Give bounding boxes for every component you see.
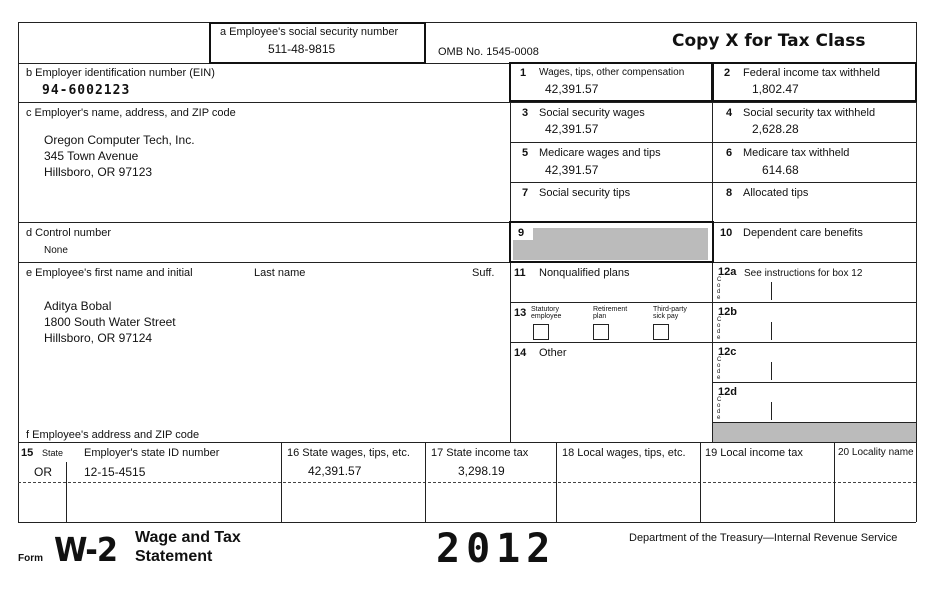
last-name-label: Last name (254, 267, 306, 279)
ssn-label: a Employee's social security number (220, 26, 399, 38)
box14-number: 14 (514, 347, 527, 359)
box5-number: 5 (522, 147, 529, 159)
employee-name-label: e Employee's first name and initial (26, 267, 193, 279)
box12a-label: See instructions for box 12 (744, 268, 863, 279)
employer-address1: 345 Town Avenue (44, 149, 139, 163)
box11-label: Nonqualified plans (539, 267, 630, 279)
statutory-employee-checkbox[interactable] (533, 324, 549, 340)
box2-label: Federal income tax withheld (743, 67, 880, 79)
box12a-code-label: Code (717, 277, 722, 301)
box12b-number: 12b (718, 306, 737, 318)
third-party-sick-pay-label: Third-party sick pay (653, 306, 687, 320)
ein-value: 94-6002123 (42, 83, 131, 98)
box4-label: Social security tax withheld (743, 107, 876, 119)
retirement-plan-checkbox[interactable] (593, 324, 609, 340)
box3-value: 42,391.57 (545, 122, 599, 136)
box13-number: 13 (514, 307, 527, 319)
employer-label: c Employer's name, address, and ZIP code (26, 107, 236, 119)
box12d-code-label: Code (717, 397, 722, 421)
employee-address2: Hillsboro, OR 97124 (44, 331, 153, 345)
omb-number: OMB No. 1545-0008 (438, 46, 539, 58)
box8-label: Allocated tips (743, 187, 809, 199)
box16-value: 42,391.57 (308, 464, 362, 478)
employer-address2: Hillsboro, OR 97123 (44, 165, 153, 179)
box3-label: Social security wages (539, 107, 645, 119)
copy-title: Copy X for Tax Class (672, 31, 866, 51)
employee-address1: 1800 South Water Street (44, 315, 176, 329)
box10-number: 10 (720, 227, 733, 239)
box10-label: Dependent care benefits (743, 227, 863, 239)
box4-value: 2,628.28 (752, 122, 799, 136)
form-year: 2012 (436, 526, 557, 572)
employer-name: Oregon Computer Tech, Inc. (44, 133, 195, 147)
box7-number: 7 (522, 187, 529, 199)
box16-label: 16 State wages, tips, etc. (287, 447, 410, 459)
box12c-number: 12c (718, 346, 737, 358)
employee-address-label: f Employee's address and ZIP code (26, 429, 200, 441)
box2-value: 1,802.47 (752, 82, 799, 96)
box9-shade-top (513, 240, 535, 260)
box18-label: 18 Local wages, tips, etc. (562, 447, 686, 459)
box4-number: 4 (726, 107, 733, 119)
box15-number: 15 (21, 447, 34, 459)
box17-value: 3,298.19 (458, 464, 505, 478)
form-word: Form (18, 553, 43, 564)
control-number-label: d Control number (26, 227, 111, 239)
box12c-code-label: Code (717, 357, 722, 381)
box9-shade (533, 228, 708, 260)
box12a-number: 12a (718, 266, 737, 278)
box8-number: 8 (726, 187, 733, 199)
box6-value: 614.68 (762, 163, 799, 177)
form-title-line1: Wage and Tax (135, 529, 241, 546)
box5-value: 42,391.57 (545, 163, 599, 177)
control-number-value: None (44, 245, 68, 256)
box9-number: 9 (518, 227, 525, 239)
form-bottom-border (18, 522, 916, 523)
box1-number: 1 (520, 67, 527, 79)
box12b-code-label: Code (717, 317, 722, 341)
box19-label: 19 Local income tax (705, 447, 803, 459)
ssn-value: 511-48-9815 (268, 42, 336, 56)
department-label: Department of the Treasury—Internal Revenue Service (629, 532, 898, 544)
box1-value: 42,391.57 (545, 82, 599, 96)
form-id: W-2 (54, 530, 118, 569)
box12d-number: 12d (718, 386, 737, 398)
box6-number: 6 (726, 147, 733, 159)
form-top-border (18, 22, 916, 23)
statutory-employee-label: Statutory employee (531, 306, 562, 320)
employee-name: Aditya Bobal (44, 299, 112, 313)
box11-number: 11 (514, 267, 526, 279)
box5-label: Medicare wages and tips (539, 147, 661, 159)
box7-label: Social security tips (539, 187, 631, 199)
box2-number: 2 (724, 67, 731, 79)
box15-id-label: Employer's state ID number (84, 447, 220, 459)
box20-label: 20 Locality name (838, 447, 914, 458)
box6-label: Medicare tax withheld (743, 147, 850, 159)
form-title-line2: Statement (135, 548, 213, 565)
state-id-value: 12-15-4515 (84, 465, 146, 479)
box15-state-label: State (42, 448, 64, 458)
box3-number: 3 (522, 107, 529, 119)
third-party-sick-pay-checkbox[interactable] (653, 324, 669, 340)
form-left-border (18, 22, 19, 522)
ein-label: b Employer identification number (EIN) (26, 67, 215, 79)
shaded-area (713, 423, 916, 442)
state-value: OR (34, 465, 52, 479)
box1-label: Wages, tips, other compensation (539, 67, 685, 78)
box17-label: 17 State income tax (431, 447, 529, 459)
box14-label: Other (539, 347, 567, 359)
retirement-plan-label: Retirement plan (593, 306, 628, 320)
suffix-label: Suff. (472, 267, 495, 279)
